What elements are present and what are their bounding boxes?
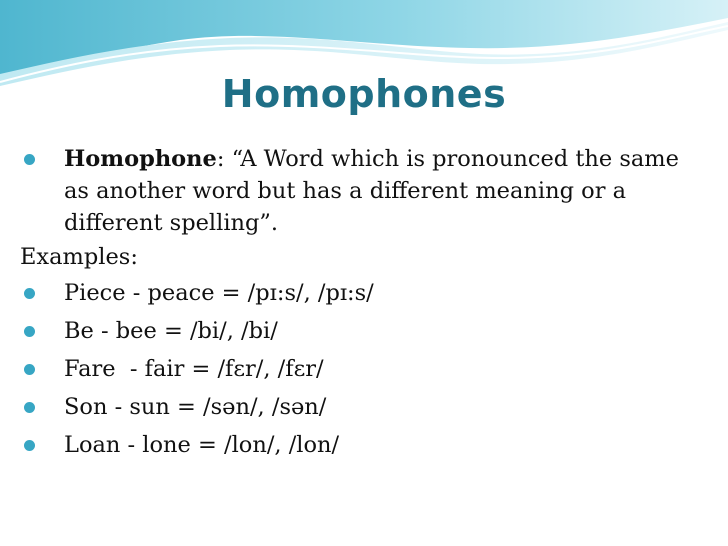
example-item <box>20 315 710 347</box>
bullet-icon <box>24 364 35 375</box>
example-text: Fare - fair = /fɛr/, /fɛr/ <box>64 356 324 382</box>
example-item <box>20 391 710 423</box>
bullet-icon <box>24 440 35 451</box>
example-text: Loan - lone = /lon/, /lon/ <box>64 432 340 458</box>
example-text: Be - bee = /bi/, /bi/ <box>64 318 278 344</box>
slide-body <box>20 143 710 467</box>
bullet-icon <box>24 288 35 299</box>
slide-title: Homophones <box>221 72 507 116</box>
example-item <box>20 277 710 309</box>
example-item <box>20 353 710 385</box>
example-item <box>20 429 710 461</box>
examples-label: Examples: <box>20 244 138 270</box>
bullet-icon <box>24 154 35 165</box>
bullet-icon <box>24 402 35 413</box>
example-text: Son - sun = /sən/, /sən/ <box>64 394 327 420</box>
definition-text: “A Word which is pronounced the same as another word but has a different meaning or a different spelling”. <box>64 146 679 236</box>
bullet-icon <box>24 326 35 337</box>
definition-item <box>20 143 710 239</box>
example-text: Piece - peace = /pɪ:s/, /pɪ:s/ <box>64 280 374 306</box>
definition-colon: : <box>216 146 225 172</box>
definition-term: Homophone <box>64 146 217 172</box>
